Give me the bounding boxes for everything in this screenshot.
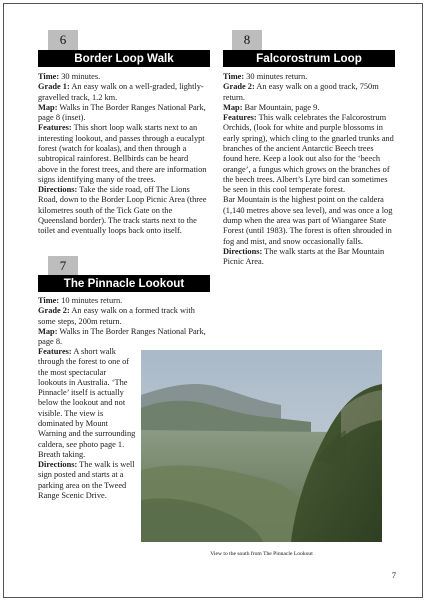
section-body-pinnacle-top xyxy=(38,296,210,347)
time-line: Time: 10 minutes return. xyxy=(38,296,123,305)
directions-paragraph: Directions: The walk is well sign posted and starts at a parking area on the Tweed Range Scenic Drive. xyxy=(38,460,135,500)
section-title-pinnacle: The Pinnacle Lookout xyxy=(38,275,210,292)
page-number: 7 xyxy=(391,570,396,580)
section-body-border-loop xyxy=(38,72,210,237)
photo-caption: View to the south from The Pinnacle Lookout xyxy=(210,551,313,557)
map-line: Map: Walks in The Border Ranges National Park, page 8. xyxy=(38,326,206,347)
grade-line: Grade 2: An easy walk on a good track, 750m return. xyxy=(223,82,379,102)
time-line: Time: 30 minutes return. xyxy=(223,72,308,81)
section-number-6: 6 xyxy=(48,30,78,50)
section-number-8: 8 xyxy=(232,30,262,50)
features-paragraph: Features: A short walk through the forest to one of the most spectacular lookouts in Australia. ‘The Pinnacle’ itself is actually below the lookout and not visible. The view is dominated by Mount Warning and the surrounding caldera, see photo page 1. Breath taking. xyxy=(38,347,136,459)
time-line: Time: 30 minutes. xyxy=(38,72,101,81)
directions-paragraph: Directions: Take the side road, off The Lions Road, down to the Border Loop Picnic Area (three kilometres south of the Tick Gate on the Queensland border). The track starts next to the toilet and eventually loops back onto itself. xyxy=(38,185,207,236)
map-line: Map: Bar Mountain, page 9. xyxy=(223,102,320,112)
pinnacle-lookout-photo xyxy=(141,350,382,542)
directions-paragraph: Directions: The walk starts at the Bar Mountain Picnic Area. xyxy=(223,246,385,267)
features-paragraph: Features: This short loop walk starts next to an interesting lookout, and passes through a eucalypt forest (watch for koalas), and then through a subtropical rainforest. Bellbirds can be heard above in the forest trees, and there are information signs identifying many of the trees. xyxy=(38,123,207,184)
section-title-border-loop: Border Loop Walk xyxy=(38,50,210,67)
bar-mountain-paragraph: Bar Mountain is the highest point on the caldera (1,140 metres above sea level), and was once a log dump when the area was part of Wiangaree State Forest (until 1983). The forest is often shrouded in fog and mist, and snow occasionally falls. xyxy=(223,195,393,246)
section-body-falcorostrum xyxy=(223,72,395,267)
grade-line: Grade 1: An easy walk on a well-graded, lightly-gravelled track, 1.2 km. xyxy=(38,82,204,102)
map-line: Map: Walks in The Border Ranges National Park, page 8 (inset). xyxy=(38,102,206,123)
grade-line: Grade 2: An easy walk on a formed track with some steps, 200m return. xyxy=(38,306,195,326)
section-title-falcorostrum: Falcorostrum Loop xyxy=(223,50,395,67)
features-paragraph: Features: This walk celebrates the Falcorostrum Orchids, (look for white and purple blossoms in early spring), which cling to the gnarled trunks and branches of the ancient Antarctic Beech trees found here. Keep a look out also for the ‘beech orange’, a fungus which grows on the branches of the beech trees. Albert’s Lyre bird can sometimes be seen in this cool temperate forest. xyxy=(223,113,394,195)
section-body-pinnacle-narrow xyxy=(38,347,136,501)
section-number-7: 7 xyxy=(48,256,78,276)
landscape-image xyxy=(141,350,382,542)
